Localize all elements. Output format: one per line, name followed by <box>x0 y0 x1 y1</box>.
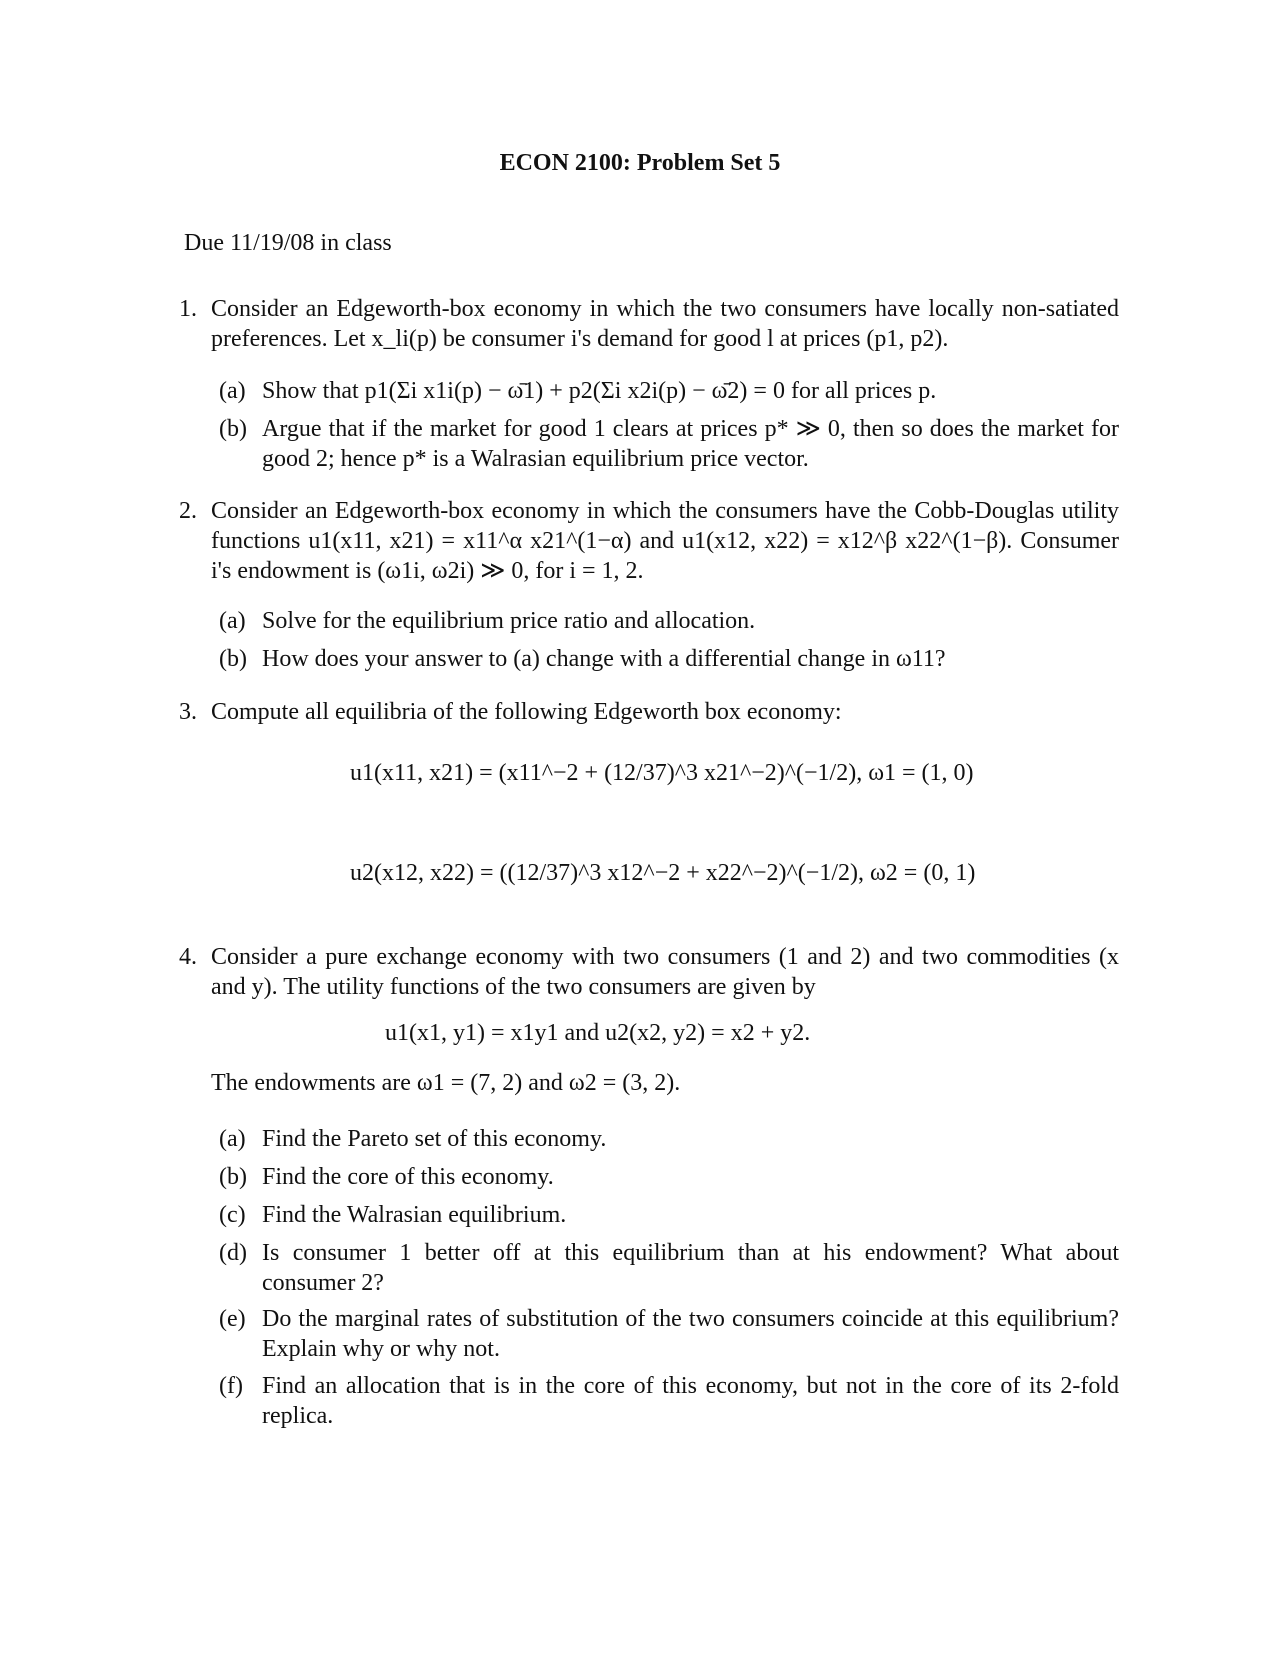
problem-1 <box>179 294 1119 354</box>
problem-2b <box>219 644 1119 674</box>
problem-2a-text: Solve for the equilibrium price ratio and allocation. <box>262 608 756 634</box>
problem-4f <box>219 1371 1119 1431</box>
page-title: ECON 2100: Problem Set 5 <box>499 150 781 176</box>
problem-4d-label: (d) <box>219 1240 247 1266</box>
problem-2b-text: How does your answer to (a) change with a differential change in ω11? <box>262 646 946 672</box>
problem-4c-text: Find the Walrasian equilibrium. <box>262 1202 567 1228</box>
due-date: Due 11/19/08 in class <box>184 230 392 256</box>
endowments: The endowments are ω1 = (7, 2) and ω2 = (3, 2). <box>211 1070 681 1096</box>
problem-1-number: 1. <box>179 296 197 322</box>
problem-1b <box>219 414 1119 474</box>
problem-4f-text: Find an allocation that is in the core of this economy, but not in the core of its 2-fold replica. <box>262 1373 1119 1429</box>
problem-4c-label: (c) <box>219 1202 246 1228</box>
problem-2a <box>219 606 1119 636</box>
problem-4-text: Consider a pure exchange economy with two consumers (1 and 2) and two commodities (x and y). The utility functions of the two consumers are given by <box>211 944 1119 1000</box>
problem-3 <box>179 697 1119 727</box>
problem-2 <box>179 496 1119 586</box>
problem-4c <box>219 1200 1119 1230</box>
equation-u2: u2(x12, x22) = ((12/37)^3 x12^−2 + x22^−2)^(−1/2), ω2 = (0, 1) <box>350 860 976 886</box>
problem-1a-label: (a) <box>219 378 246 404</box>
problem-1a <box>219 376 1119 406</box>
problem-1b-label: (b) <box>219 416 247 442</box>
equation-u1: u1(x11, x21) = (x11^−2 + (12/37)^3 x21^−2)^(−1/2), ω1 = (1, 0) <box>350 760 974 786</box>
problem-4a-label: (a) <box>219 1126 246 1152</box>
problem-2a-label: (a) <box>219 608 246 634</box>
problem-4b-text: Find the core of this economy. <box>262 1164 554 1190</box>
problem-4 <box>179 942 1119 1002</box>
problem-4e-text: Do the marginal rates of substitution of the two consumers coincide at this equilibrium? Explain why or why not. <box>262 1306 1119 1362</box>
utility-functions: u1(x1, y1) = x1y1 and u2(x2, y2) = x2 + y2. <box>385 1020 811 1046</box>
problem-1b-text: Argue that if the market for good 1 clears at prices p* ≫ 0, then so does the market for good 2; hence p* is a Walrasian equilibrium price vector. <box>262 416 1119 472</box>
problem-4e <box>219 1304 1119 1364</box>
problem-2b-label: (b) <box>219 646 247 672</box>
problem-1a-text: Show that p1(Σi x1i(p) − ω̄1) + p2(Σi x2i(p) − ω̄2) = 0 for all prices p. <box>262 378 937 404</box>
problem-2-number: 2. <box>179 498 197 524</box>
problem-4f-label: (f) <box>219 1373 243 1399</box>
problem-4b <box>219 1162 1119 1192</box>
problem-1-text: Consider an Edgeworth-box economy in which the two consumers have locally non-satiated preferences. Let x_li(p) be consumer i's demand for good l at prices (p1, p2). <box>211 296 1119 352</box>
problem-4a <box>219 1124 1119 1154</box>
problem-3-number: 3. <box>179 699 197 725</box>
problem-4-number: 4. <box>179 944 197 970</box>
problem-4b-label: (b) <box>219 1164 247 1190</box>
problem-4d-text: Is consumer 1 better off at this equilibrium than at his endowment? What about consumer 2? <box>262 1240 1119 1296</box>
problem-2-text: Consider an Edgeworth-box economy in which the consumers have the Cobb-Douglas utility functions u1(x11, x21) = x11^α x21^(1−α) and u1(x12, x22) = x12^β x22^(1−β). Consumer i's endowment is (ω1i, ω2i) ≫ 0, for i = 1, 2. <box>211 498 1119 584</box>
problem-4d <box>219 1238 1119 1298</box>
problem-4a-text: Find the Pareto set of this economy. <box>262 1126 607 1152</box>
problem-3-text: Compute all equilibria of the following Edgeworth box economy: <box>211 699 842 725</box>
problem-4e-label: (e) <box>219 1306 246 1332</box>
